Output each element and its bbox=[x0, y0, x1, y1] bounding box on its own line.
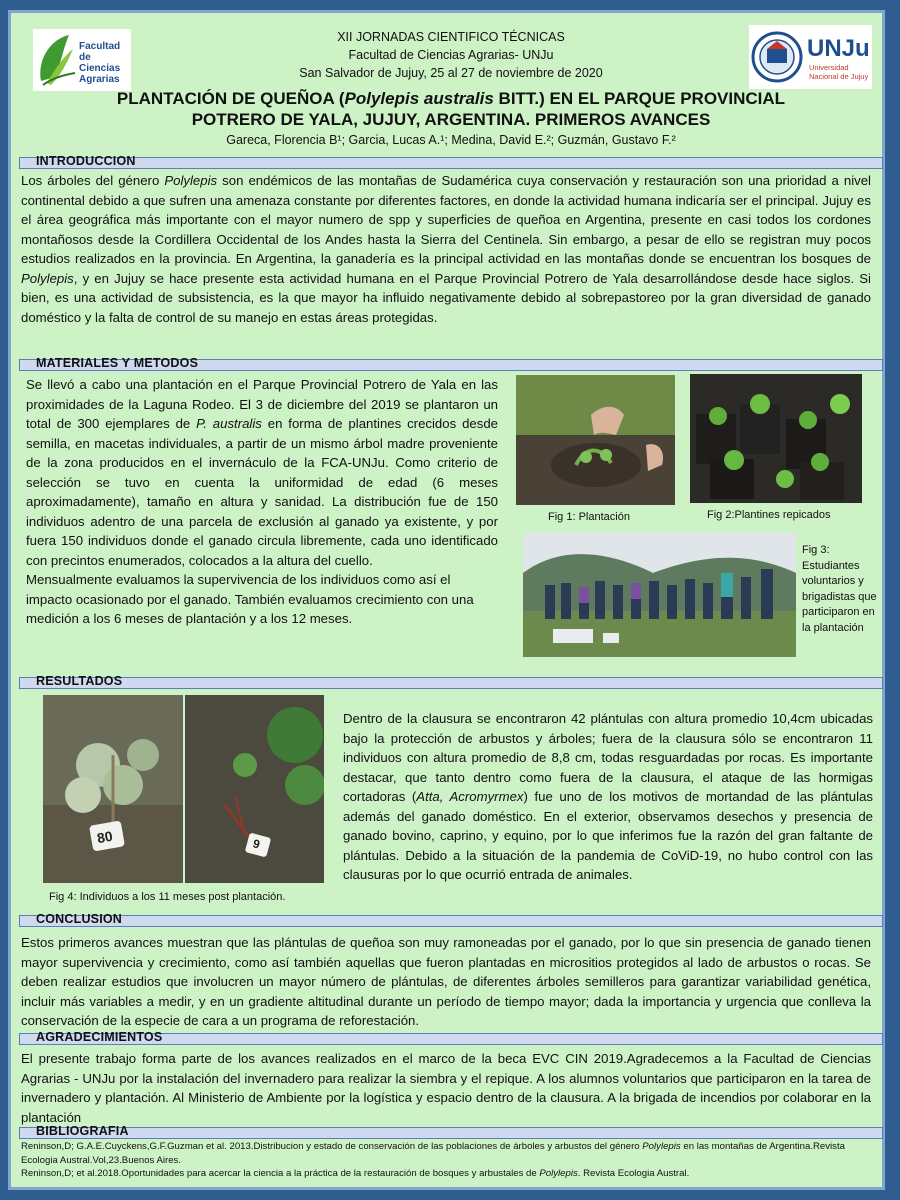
logo-line-1: Facultad bbox=[79, 41, 121, 52]
methods-paragraph-2: Mensualmente evaluamos la supervivencia de los individuos como así el impacto ocasionado por el ganado. También evaluamos crecimiento con una medición a los 6 meses de plantación y a los 12 meses. bbox=[26, 572, 474, 626]
unju-sub-2: Nacional de Jujuy bbox=[809, 71, 869, 81]
section-title-conclusion: CONCLUSION bbox=[36, 912, 123, 926]
title-line-2: POTRERO DE YALA, JUJUY, ARGENTINA. PRIMEROS AVANCES bbox=[191, 110, 711, 129]
conclusion-paragraph: Estos primeros avances muestran que las plántulas de queñoa son muy ramoneadas por el ganado, por lo que sin presencia de ganado tienen mayor supervivencia y crecimiento, como así también aquellas que fueron plantadas en micrositios protegidos al lado de arbustos o rocas. Se deben realizar estudios que involucren un mayor número de plántulas, de diferentes árboles semilleros para garantizar variabilidad genética, incluir más variables a medir, y en un gradiente altitudinal durante un período de tiempo mayor; dada la importancia y urgencia que conlleva la conservación de la especie de cara a un programa de reforestación. bbox=[21, 935, 871, 1028]
methods-italic-1: P. australis bbox=[196, 416, 262, 431]
intro-text-2: son endémicos de las montañas de Sudamérica cuya conservación y restauración son una prioridad a nivel continental debido a que sufren una amenaza constante por diferentes factores, en donde la actividad humana indicaría ser el principal. Jujuy es el área geográfica más importante con el mayor numero de spp y superficies de queñoa en Argentina, presente en casi todos los cordones montañosos desde la Cordillera Occidental de los Andes hasta la Sierra del Centinela. Sin embargo, a pesar de ello se registran muy pocos estudios realizados en la provincia. En Argentina, la ganadería es la principal actividad en las montañas donde se encuentran los bosques de bbox=[21, 173, 871, 266]
event-faculty: Facultad de Ciencias Agrarias- UNJu bbox=[348, 48, 554, 62]
results-italic-1: Atta, Acromyrmex bbox=[416, 789, 524, 804]
section-title-biblio: BIBLIOGRAFIA bbox=[36, 1124, 129, 1138]
methods-paragraph bbox=[26, 375, 498, 629]
ref1-italic: Polylepis bbox=[642, 1141, 681, 1152]
fig4-photo-a bbox=[43, 695, 183, 883]
section-title-thanks: AGRADECIMIENTOS bbox=[36, 1030, 163, 1044]
results-text-2: ) fue uno de los motivos de mortandad de las plántulas además del ganado doméstico. En el exterior, observamos desechos y presencia de ganado bovino, caprino, y equino, por lo que inferimos fue la razón del gran faltante de plántulas. Debido a la situación de la pandemia de CoViD-19, no hubo control con las clausuras por lo que ocurrió entrada de animales. bbox=[343, 789, 873, 882]
ref2-italic: Polylepis bbox=[539, 1168, 578, 1179]
title-part-b: BITT.) EN EL PARQUE PROVINCIAL bbox=[493, 89, 786, 108]
fig1-caption: Fig 1: Plantación bbox=[548, 511, 630, 523]
results-text-1: Dentro de la clausura se encontraron 42 plántulas con altura promedio 10,4cm ubicadas bajo la protección de arbustos y árboles; fuera de la clausura sólo se encontraron 11 individuos con altura promedio de 8,8 cm, todas resguardadas por rocas. Es importante destacar, que tanto dentro como fuera de la clausura, el ataque de las hormigas cortadoras ( bbox=[343, 711, 873, 804]
ref2-text-b: . Revista Ecologia Austral. bbox=[577, 1168, 690, 1179]
section-bar-biblio bbox=[19, 1124, 883, 1139]
event-place-date: San Salvador de Jujuy, 25 al 27 de noviembre de 2020 bbox=[299, 66, 603, 80]
fig1-photo bbox=[516, 375, 675, 505]
tag-9-label: 9 bbox=[251, 836, 262, 852]
bibliography bbox=[21, 1140, 871, 1181]
poster bbox=[8, 10, 885, 1190]
fig2-caption: Fig 2:Plantines repicados bbox=[707, 509, 831, 521]
fig3-caption: Fig 3: Estudiantes voluntarios y brigadistas que participaron en la plantación bbox=[802, 544, 877, 634]
fig4-caption: Fig 4: Individuos a los 11 meses post plantación. bbox=[49, 891, 286, 903]
fig2-photo bbox=[690, 374, 862, 503]
reference-2 bbox=[21, 1167, 871, 1181]
faculty-logo bbox=[33, 29, 131, 91]
logo-line-3: Agrarias bbox=[79, 74, 120, 85]
event-title: XII JORNADAS CIENTIFICO TÉCNICAS bbox=[337, 30, 565, 44]
intro-italic-1: Polylepis bbox=[164, 173, 218, 188]
intro-paragraph bbox=[21, 171, 871, 327]
methods-text-2: en forma de plantines crecidos desde semilla, en macetas individuales, a partir de un mismo árbol madre proveniente de la zona producidos en el invernáculo de la FCA-UNJu. Como criterio de selección se tuvo en cuenta la uniformidad de edad (6 meses aproximadamente), tamaño en altura y sanidad. La distribución fue de 150 individuos adentro de una parcela de exclusión al ganado ya existente, y por fuera 150 individuos donde el ganado circula libremente, cada uno identificado con precintos enumerados, colocados a la altura del cuello. bbox=[26, 416, 499, 568]
section-bar-methods bbox=[19, 356, 883, 371]
ref1-text-b: en las montañas de Argentina.Revista Ecologia Austral.Vol,23.Buenos Aires. bbox=[21, 1141, 845, 1166]
title-part-a: PLANTACIÓN DE QUEÑOA ( bbox=[116, 89, 345, 108]
thanks-paragraph: El presente trabajo forma parte de los avances realizados en el marco de la beca EVC CIN 2019.Agradecemos a la Facultad de Ciencias Agrarias - UNJu por la instalación del invernadero para realizar la siembra y el repique. A los alumnos voluntarios que participaron en la tarea de invernadero y plantación. Al Ministerio de Ambiente por la logística y espacio dentro de la clausura. A la brigada de incendios por colaborar en la plantación bbox=[21, 1051, 871, 1125]
fig4-photo-b bbox=[185, 695, 324, 883]
logo-line-2: de Ciencias bbox=[79, 52, 121, 74]
unju-sub-1: Universidad bbox=[809, 63, 849, 72]
poster-title bbox=[71, 88, 831, 130]
intro-text-3: , y en Jujuy se hace presente esta actividad humana en el Parque Provincial Potrero de Yala desarrollándose desde hace siglos. Si bien, es una actividad de subsistencia, es la que mayor ha influido negativamente debido al sobrepastoreo por la gran diversidad de ganado doméstico y la falta de control de su manejo en estas áreas protegidas. bbox=[21, 270, 871, 325]
section-bar-intro bbox=[19, 154, 883, 169]
methods-text-1: Se llevó a cabo una plantación en el Parque Provincial Potrero de Yala en las proximidades de la Laguna Rodeo. El 3 de diciembre del 2019 se plantaron un total de 300 ejemplares de bbox=[26, 377, 498, 431]
section-title-intro: INTRODUCCION bbox=[36, 154, 136, 168]
reference-1 bbox=[21, 1140, 871, 1167]
tag-80-label: 80 bbox=[95, 827, 114, 847]
section-bar-conclusion bbox=[19, 912, 883, 927]
section-bar-results bbox=[19, 674, 883, 689]
ref1-text-a: Reninson,D; G.A.E.Cuyckens,G.F.Guzman et al. 2013.Distribucion y estado de conservación de las poblaciones de árboles y arbustos del género bbox=[21, 1141, 643, 1152]
section-bar-thanks bbox=[19, 1030, 883, 1045]
results-paragraph bbox=[343, 709, 873, 885]
intro-text-1: Los árboles del género bbox=[21, 173, 165, 188]
intro-italic-2: Polylepis bbox=[21, 270, 74, 286]
section-title-results: RESULTADOS bbox=[36, 674, 123, 688]
unju-logo bbox=[749, 25, 872, 89]
section-title-methods: MATERIALES Y METODOS bbox=[36, 356, 199, 370]
ref2-text-a: Reninson,D; et al.2018.Oportunidades para acercar la ciencia a la práctica de la restauración de bosques y arbustales de bbox=[21, 1168, 540, 1179]
fig3-photo bbox=[523, 533, 796, 657]
authors: Gareca, Florencia B¹; Garcia, Lucas A.¹; Medina, David E.²; Guzmán, Gustavo F.² bbox=[226, 133, 676, 147]
unju-brand: UNJu bbox=[807, 35, 870, 62]
title-species: Polylepis australis bbox=[344, 89, 494, 108]
